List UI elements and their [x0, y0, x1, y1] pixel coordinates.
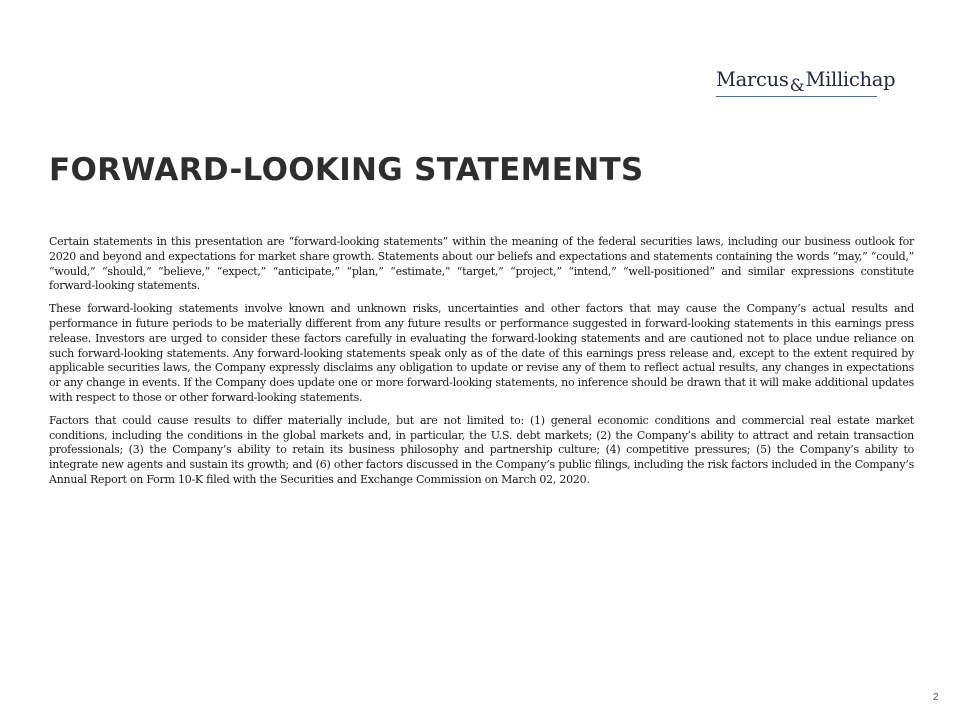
paragraph-factors: Factors that could cause results to differ materially include, but are not limited to: (1) general economic conditions and commercial real estate market conditions, including the conditions in the global markets and, in particular, the U.S. debt markets; (2) the Company’s ability to attract and retain transaction professionals; (3) the Company’s ability to retain its business philosophy and partnership culture; (4) competitive pressures; (5) the Company’s ability to integrate new agents and sustain its growth; and (6) other factors discussed in the Company’s public filings, including the risk factors included in the Company’s Annual Report on Form 10-K filed with the Securities and Exchange Commission on March 02, 2020.	[49, 413, 914, 486]
paragraph-intro: Certain statements in this presentation are “forward-looking statements” within the meaning of the federal securities laws, including our business outlook for 2020 and beyond and expectations for market share growth. Statements about our beliefs and expectations and statements containing the words “may,” “could,” “would,” “should,” “believe,” “expect,” “anticipate,” “plan,” “estimate,” “target,” “project,” “intend,” “well-positioned” and similar expressions constitute forward-looking statements.	[49, 235, 914, 293]
logo-ampersand: &	[789, 76, 805, 96]
statement-body	[49, 235, 914, 496]
page-title: FORWARD-LOOKING STATEMENTS	[49, 152, 644, 188]
paragraph-risks: These forward-looking statements involve known and unknown risks, uncertainties and other factors that may cause the Company’s actual results and performance in future periods to be materially different from any future results or performance suggested in forward-looking statements in this earnings press release. Investors are urged to consider these factors carefully in evaluating the forward-looking statements and are cautioned not to place undue reliance on such forward-looking statements. Any forward-looking statements speak only as of the date of this earnings press release and, except to the extent required by applicable securities laws, the Company expressly disclaims any obligation to update or revise any of them to reflect actual results, any changes in expectations or any change in events. If the Company does update one or more forward-looking statements, no inference should be drawn that it will make additional updates with respect to those or other forward-looking statements.	[49, 302, 914, 404]
logo-underline	[716, 96, 877, 97]
page-number: 2	[933, 692, 939, 703]
logo-text-marcus: Marcus	[716, 68, 789, 91]
logo-text-millichap: Millichap	[805, 68, 896, 91]
